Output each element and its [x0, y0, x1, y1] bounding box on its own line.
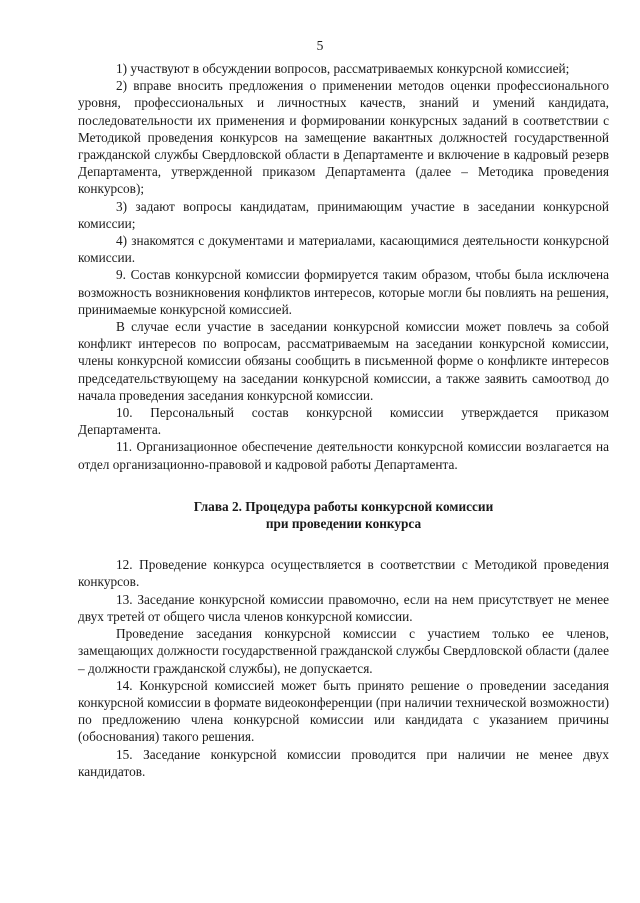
paragraph: В случае если участие в заседании конкурсной комиссии может повлечь за собой конфликт интересов по вопросам, рассматриваемым на заседании конкурсной комиссии, члены конкурсной комиссии обязаны сообщить в письменной форме о конфликте интересов председательствующему на заседании конкурсной комиссии, а также заявить самоотвод до начала проведения заседания конкурсной комиссии.: [78, 319, 609, 403]
chapter-title-line: Глава 2. Процедура работы конкурсной комиссии: [193, 498, 494, 514]
document-body: [78, 60, 609, 780]
paragraph: 10. Персональный состав конкурсной комиссии утверждается приказом Департамента.: [78, 405, 609, 438]
paragraph: 9. Состав конкурсной комиссии формируется таким образом, чтобы была исключена возможность возникновения конфликтов интересов, которые могли бы повлиять на решения, принимаемые конкурсной комиссией.: [78, 267, 609, 317]
paragraph: 13. Заседание конкурсной комиссии правомочно, если на нем присутствует не менее двух третей от общего числа членов конкурсной комиссии.: [78, 591, 609, 624]
paragraph: Проведение заседания конкурсной комиссии с участием только ее членов, замещающих должности государственной гражданской службы Свердловской области (далее – должности гражданской службы), не допускается.: [78, 626, 609, 676]
paragraph: 14. Конкурсной комиссией может быть принято решение о проведении заседания конкурсной комиссии в формате видеоконференции (при наличии технической возможности) по предложению члена конкурсной комиссии или кандидата с указанием причины (обоснования) такого решения.: [78, 677, 609, 745]
paragraph: 1) участвуют в обсуждении вопросов, рассматриваемых конкурсной комиссией;: [116, 61, 570, 76]
paragraph: 4) знакомятся с документами и материалами, касающимися деятельности конкурсной комиссии.: [78, 233, 609, 266]
paragraph: 11. Организационное обеспечение деятельности конкурсной комиссии возлагается на отдел организационно-правовой и кадровой работы Департамента.: [78, 439, 609, 472]
paragraph: 15. Заседание конкурсной комиссии проводится при наличии не менее двух кандидатов.: [78, 746, 609, 779]
chapter-title-line: при проведении конкурса: [265, 516, 422, 532]
paragraph: 12. Проведение конкурса осуществляется в соответствии с Методикой проведения конкурсов.: [78, 557, 609, 590]
page-number: 5: [316, 38, 324, 53]
paragraph: 2) вправе вносить предложения о применении методов оценки профессионального уровня, профессиональных и личностных качеств, знаний и умений кандидата, последовательности их применения и формировании конкурсных заданий в соответствии с Методикой проведения конкурсов на замещение вакантных должностей государственной гражданской службы Свердловской области в Департаменте и включение в кадровый резерв Департамента, утвержденной приказом Департамента (далее – Методика проведения конкурсов);: [78, 78, 609, 197]
paragraph: 3) задают вопросы кандидатам, принимающим участие в заседании конкурсной комиссии;: [78, 198, 609, 231]
chapter-heading: [78, 498, 609, 532]
